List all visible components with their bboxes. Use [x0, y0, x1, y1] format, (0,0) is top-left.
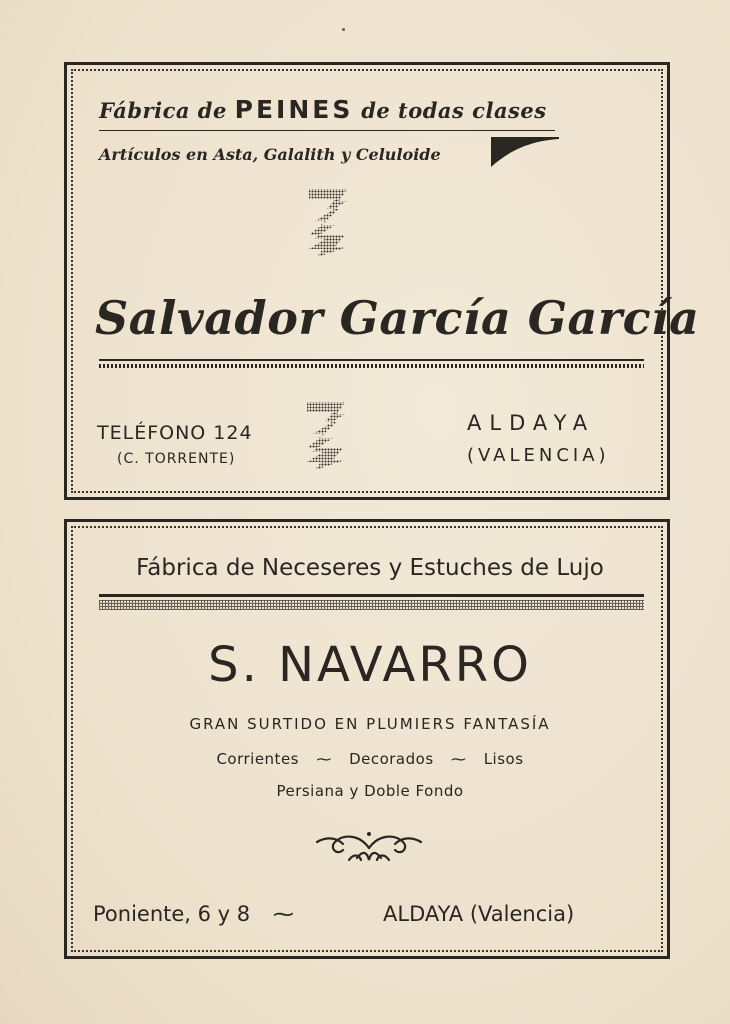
divider-rule: [99, 359, 644, 361]
divider-rule: [99, 594, 644, 597]
address-text: Poniente, 6 y 8: [93, 902, 251, 926]
product-type: Decorados: [349, 750, 434, 768]
phone-exchange: (C. TORRENTE): [117, 451, 236, 467]
cases-factory-headline: Fábrica de Neceseres y Estuches de Lujo: [136, 555, 604, 581]
town-name: ALDAYA: [467, 411, 596, 435]
dotted-divider: [99, 364, 644, 368]
comb-factory-headline: [99, 95, 547, 124]
tilde-separator-icon: ⁓: [272, 902, 294, 926]
divider-rule: [99, 130, 555, 131]
product-types: [67, 750, 673, 768]
zigzag-emblem-icon: [305, 187, 351, 259]
headline-suffix: de todas clases: [361, 98, 547, 123]
street-address: [93, 902, 310, 926]
company-name: S. NAVARRO: [208, 637, 532, 693]
province-name: (VALENCIA): [467, 445, 610, 466]
owner-name: Salvador García García: [95, 291, 700, 345]
headline-prefix: Fábrica de: [99, 98, 227, 123]
advertisement-cases: [64, 519, 670, 959]
paper-mark: [342, 28, 345, 31]
headline-brand: PEINES: [234, 95, 354, 124]
product-type: Lisos: [483, 750, 524, 768]
pennant-ornament-icon: [489, 133, 561, 169]
phone-number: TELÉFONO 124: [97, 422, 253, 444]
zigzag-emblem-icon: [303, 400, 349, 472]
scroll-ornament-icon: [313, 828, 425, 864]
address-town: ALDAYA (Valencia): [383, 902, 575, 926]
tilde-separator-icon: ⁓: [316, 750, 332, 768]
products-line: Artículos en Asta, Galalith y Celuloide: [99, 145, 441, 164]
stippled-band: [99, 600, 644, 610]
product-types-line2: Persiana y Doble Fondo: [276, 782, 464, 800]
tilde-separator-icon: ⁓: [450, 750, 467, 768]
product-type: Corrientes: [216, 750, 299, 768]
tagline: GRAN SURTIDO EN PLUMIERS FANTASÍA: [189, 715, 551, 733]
advertisement-combs: [64, 62, 700, 500]
